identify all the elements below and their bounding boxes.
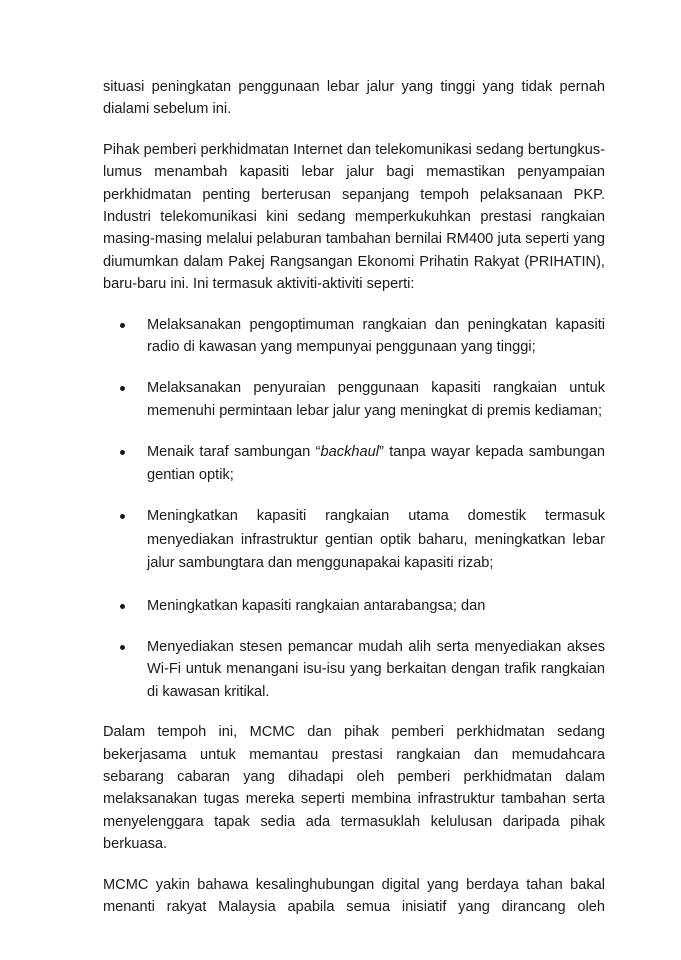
list-item-text-after: ” tanpa wayar kepada sambungan gentian optik; bbox=[147, 444, 605, 483]
bullet-icon bbox=[120, 450, 125, 455]
list-item-text: Melaksanakan penyuraian penggunaan kapasiti rangkaian untuk memenuhi permintaan lebar jalur yang meningkat di premis kediaman; bbox=[147, 380, 605, 419]
list-item-text bbox=[147, 444, 605, 482]
list-item bbox=[103, 595, 605, 617]
paragraph-mcmc-confidence: MCMC yakin bahawa kesalinghubungan digital yang berdaya tahan bakal menanti rakyat Malaysia apabila semua inisiatif yang dirancang oleh bbox=[103, 876, 605, 916]
bullet-icon bbox=[120, 386, 125, 391]
list-item-text: Meningkatkan kapasiti rangkaian antarabangsa; dan bbox=[147, 597, 486, 614]
paragraph-mcmc-cooperation: Dalam tempoh ini, MCMC dan pihak pemberi perkhidmatan sedang bekerjasama untuk memantau prestasi rangkaian dan memudahcara sebarang cabaran yang dihadapi oleh pemberi perkhidmatan dalam melaksanakan tugas mereka seperti membina infrastruktur tambahan serta menyelenggara tapak sedia ada termasuklah kelulusan daripada pihak berkuasa. bbox=[103, 724, 605, 853]
list-item bbox=[103, 377, 605, 422]
paragraph-intro-continuation: situasi peningkatan penggunaan lebar jalur yang tinggi yang tidak pernah dialami sebelum ini. bbox=[103, 79, 605, 118]
bullet-icon bbox=[120, 604, 125, 609]
bullet-icon bbox=[120, 645, 125, 650]
list-item bbox=[103, 441, 605, 486]
bullet-icon bbox=[120, 514, 125, 519]
list-item-text: Meningkatkan kapasiti rangkaian utama domestik termasuk menyediakan infrastruktur gentian optik baharu, meningkatkan lebar jalur sambungtara dan menggunapakai kapasiti rizab; bbox=[147, 508, 605, 572]
list-item-text: Melaksanakan pengoptimuman rangkaian dan peningkatan kapasiti radio di kawasan yang mempunyai penggunaan yang tinggi; bbox=[147, 316, 605, 356]
list-item-italic-term: backhaul bbox=[320, 444, 379, 461]
list-item bbox=[103, 314, 605, 359]
list-item bbox=[103, 505, 605, 576]
list-item-text-before: Menaik taraf sambungan “ bbox=[147, 444, 321, 461]
list-item bbox=[103, 636, 605, 703]
bullet-icon bbox=[120, 323, 125, 328]
list-item-text: Menyediakan stesen pemancar mudah alih serta menyediakan akses Wi-Fi untuk menangani isu-isu yang berkaitan dengan trafik rangkaian di kawasan kritikal. bbox=[147, 639, 605, 700]
document-page bbox=[103, 76, 605, 936]
activity-bullet-list bbox=[103, 314, 605, 704]
paragraph-isp-efforts: Pihak pemberi perkhidmatan Internet dan telekomunikasi sedang bertungkus-lumus menambah kapasiti lebar jalur bagi memastikan penyampaian perkhidmatan penting berterusan sepanjang tempoh pelaksanaan PKP. Industri telekomunikasi kini sedang memperkukuhkan prestasi rangkaian masing-masing melalui pelaburan tambahan bernilai RM400 juta seperti yang diumumkan dalam Pakej Rangsangan Ekonomi Prihatin Rakyat (PRIHATIN), baru-baru ini. Ini termasuk aktiviti-aktiviti seperti: bbox=[103, 141, 605, 293]
